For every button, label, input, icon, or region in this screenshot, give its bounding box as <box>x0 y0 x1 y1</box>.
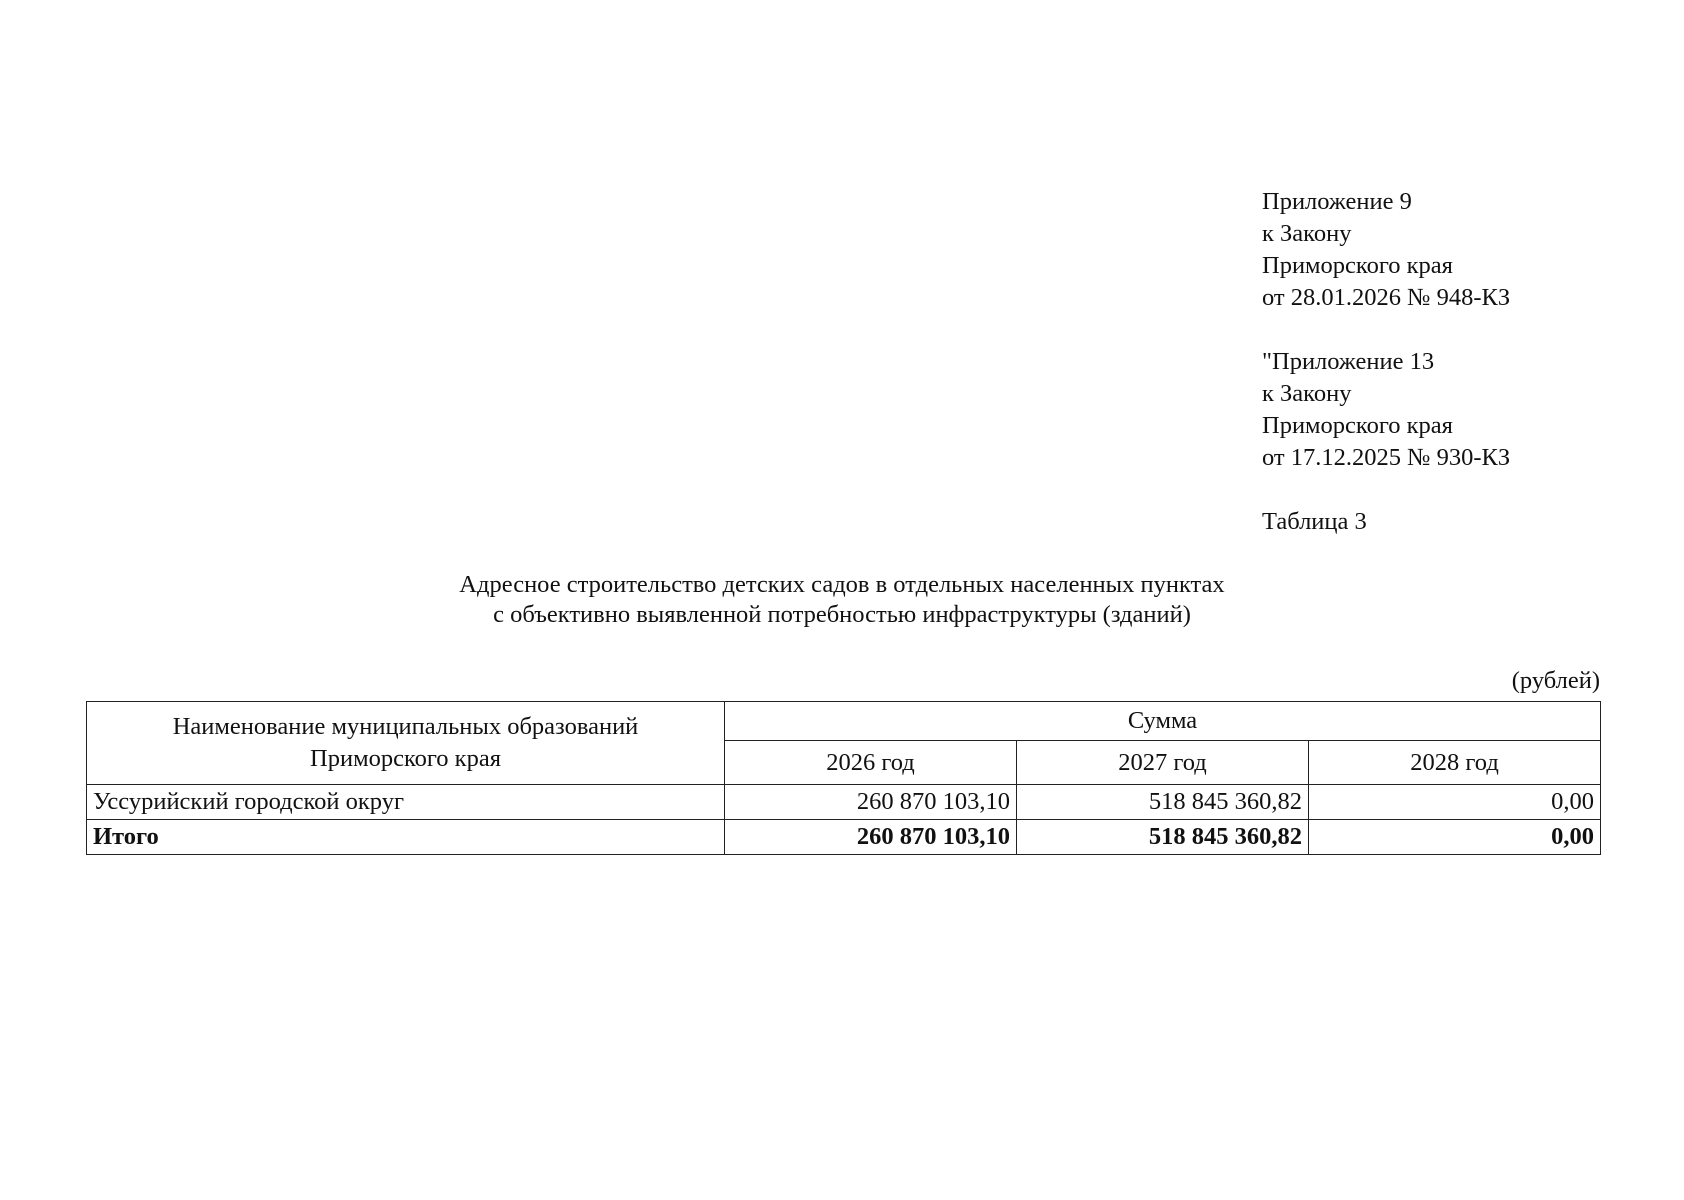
total-2026: 260 870 103,10 <box>725 820 1017 855</box>
appendix-line: от 17.12.2025 № 930-КЗ <box>1262 444 1511 471</box>
total-2027: 518 845 360,82 <box>1017 820 1309 855</box>
title-line-2: с объективно выявленной потребностью инфраструктуры (зданий) <box>493 601 1191 628</box>
header-name-line-1: Наименование муниципальных образований <box>172 713 639 740</box>
table-number: Таблица 3 <box>1262 508 1367 535</box>
appendix-line: к Закону <box>1262 220 1352 247</box>
amount-2027: 518 845 360,82 <box>1017 785 1309 820</box>
table-header-row <box>87 702 1601 741</box>
unit-label: (рублей) <box>1511 667 1600 694</box>
appendix-reference-current <box>1262 186 1510 314</box>
table-total-row <box>87 820 1601 855</box>
total-label: Итого <box>87 820 725 855</box>
appendix-line: к Закону <box>1262 380 1352 407</box>
document-title <box>86 570 1598 630</box>
header-name-line-2: Приморского края <box>310 745 501 772</box>
year-2028-header: 2028 год <box>1309 741 1601 785</box>
municipality-name: Уссурийский городской округ <box>87 785 725 820</box>
total-2028: 0,00 <box>1309 820 1601 855</box>
appendix-line: от 28.01.2026 № 948-КЗ <box>1262 284 1511 311</box>
amount-2028: 0,00 <box>1309 785 1601 820</box>
appendix-line: Приморского края <box>1262 252 1453 279</box>
year-2027-header: 2027 год <box>1017 741 1309 785</box>
title-line-1: Адресное строительство детских садов в отдельных населенных пунктах <box>459 571 1225 598</box>
appendix-line: Приложение 9 <box>1262 188 1412 215</box>
appendix-line: Приморского края <box>1262 412 1453 439</box>
amount-2026: 260 870 103,10 <box>725 785 1017 820</box>
appendix-reference-amended <box>1262 346 1510 474</box>
appendix-line: "Приложение 13 <box>1262 348 1435 375</box>
municipality-column-header <box>87 702 725 785</box>
sum-column-header: Сумма <box>725 702 1601 741</box>
funding-table <box>86 701 1601 855</box>
year-2026-header: 2026 год <box>725 741 1017 785</box>
table-row <box>87 785 1601 820</box>
